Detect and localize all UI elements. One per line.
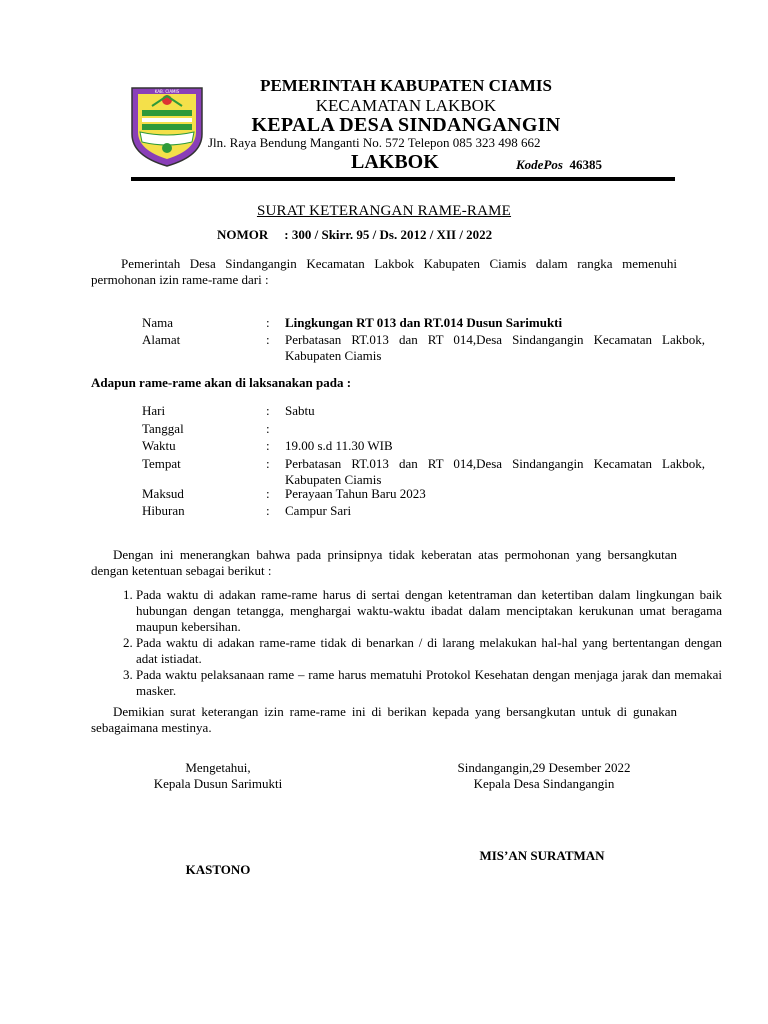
letterhead-divider (131, 177, 675, 181)
document-title: SURAT KETERANGAN RAME-RAME (256, 203, 512, 219)
letterhead-government: PEMERINTAH KABUPATEN CIAMIS (260, 76, 552, 95)
intro-paragraph: Pemerintah Desa Sindangangin Kecamatan Lakbok Kabupaten Ciamis dalam rangka memenuhi permohonan izin rame-rame dari : (91, 256, 677, 287)
condition-item: 3. Pada waktu pelaksanaan rame – rame harus mematuhi Protokol Kesehatan dengan menjaga jarak dan memakai masker. (136, 667, 722, 699)
signature-right-line2: Kepala Desa Sindangangin (473, 776, 615, 791)
event-purpose-label: Maksud (142, 486, 184, 501)
postal-code (516, 157, 602, 173)
postal-code-value: 46385 (569, 157, 602, 172)
condition-item: 1. Pada waktu di adakan rame-rame harus di sertai dengan ketentraman dan ketertiban dalam lingkungan baik hubungan dengan tetangga, menghargai waktu-waktu ibadat dalam menciptakan kerukunan umat beragama maupun kebersihan. (136, 587, 722, 635)
event-purpose-colon: : (266, 486, 270, 501)
letterhead-village-head: KEPALA DESA SINDANGANGIN (251, 114, 561, 136)
conditions-list (91, 587, 722, 699)
event-day-label: Hari (142, 403, 166, 418)
event-place-value: Perbatasan RT.013 dan RT 014,Desa Sindangangin Kecamatan Lakbok, Kabupaten Ciamis (285, 456, 705, 487)
statement-paragraph: Dengan ini menerangkan bahwa pada prinsipnya tidak keberatan atas permohonan yang bersangkutan dengan ketentuan sebagai berikut : (91, 547, 677, 578)
letterhead-district: LAKBOK (351, 151, 439, 173)
signature-right-name: MIS’AN SURATMAN (479, 848, 605, 863)
applicant-address-label: Alamat (142, 332, 181, 347)
letterhead-address: Jln. Raya Bendung Manganti No. 572 Telepon 085 323 498 662 (208, 135, 541, 150)
signature-right (424, 760, 664, 792)
event-entertainment-value: Campur Sari (285, 503, 352, 518)
applicant-name-value: Lingkungan RT 013 dan RT.014 Dusun Sarimukti (285, 315, 563, 330)
letterhead-subdistrict: KECAMATAN LAKBOK (315, 96, 497, 115)
event-day-colon: : (266, 403, 270, 418)
signature-left-line1: Mengetahui, (185, 760, 251, 775)
signature-left (128, 760, 308, 792)
postal-code-label: KodePos (516, 157, 563, 172)
event-entertainment-colon: : (266, 503, 270, 518)
applicant-address-value: Perbatasan RT.013 dan RT 014,Desa Sindangangin Kecamatan Lakbok, Kabupaten Ciamis (285, 332, 705, 363)
document-number (217, 227, 492, 243)
applicant-name-colon: : (266, 315, 270, 330)
event-heading: Adapun rame-rame akan di laksanakan pada : (91, 375, 352, 390)
event-purpose-value: Perayaan Tahun Baru 2023 (285, 486, 426, 501)
event-date-colon: : (266, 421, 270, 436)
event-place-label: Tempat (142, 456, 181, 471)
signature-left-line2: Kepala Dusun Sarimukti (153, 776, 283, 791)
document-number-value: : 300 / Skirr. 95 / Ds. 2012 / XII / 2022 (284, 227, 493, 242)
logo-text: KAB. CIAMIS (154, 89, 180, 94)
applicant-name-label: Nama (142, 315, 174, 330)
signature-right-line1: Sindangangin,29 Desember 2022 (457, 760, 631, 775)
closing-paragraph: Demikian surat keterangan izin rame-rame ini di berikan kepada yang bersangkutan untuk di gunakan sebagaimana mestinya. (91, 704, 677, 735)
applicant-address-colon: : (266, 332, 270, 347)
event-day-value: Sabtu (285, 403, 315, 418)
signature-left-name: KASTONO (185, 862, 251, 877)
event-time-colon: : (266, 438, 270, 453)
event-time-value: 19.00 s.d 11.30 WIB (285, 438, 393, 453)
condition-item: 2. Pada waktu di adakan rame-rame tidak di benarkan / di larang melakukan hal-hal yang bertentangan dengan adat istiadat. (136, 635, 722, 667)
event-place-colon: : (266, 456, 270, 471)
event-time-label: Waktu (142, 438, 176, 453)
event-date-label: Tanggal (142, 421, 184, 436)
document-number-label: NOMOR (217, 227, 269, 242)
event-entertainment-label: Hiburan (142, 503, 185, 518)
